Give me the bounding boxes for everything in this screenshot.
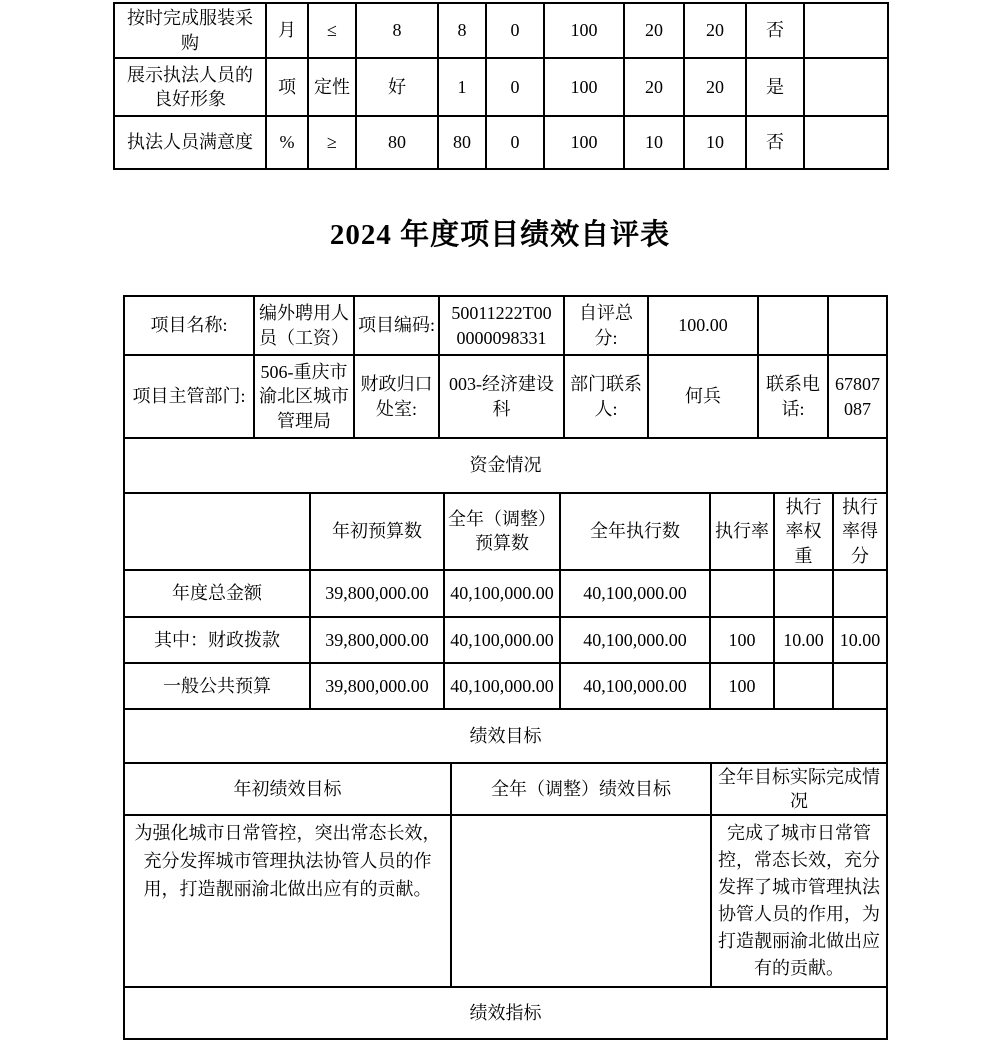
phone-value: 67807087: [828, 355, 887, 438]
goals-section-band: [123, 708, 888, 764]
rate-cell: 100: [544, 58, 624, 116]
indicator-table-fragment: [113, 2, 889, 170]
rate-weight-value: [774, 663, 833, 709]
executed-amount-value: 40,100,000.00: [560, 617, 710, 663]
table-row: [124, 296, 887, 355]
rate-score-value: [833, 663, 887, 709]
project-name-label: 项目名称:: [124, 296, 254, 355]
self-score-label: 自评总分:: [564, 296, 648, 355]
initial-goal-text: 为强化城市日常管控，突出常态长效，充分发挥城市管理执法协管人员的作用，打造靓丽渝北做出应有的贡献。: [124, 815, 451, 987]
empty-cell: [804, 116, 888, 169]
execution-rate-value: [710, 570, 774, 617]
indicators-section-title: 绩效指标: [124, 987, 887, 1039]
table-row: [114, 116, 888, 169]
target-value-cell: 好: [356, 58, 438, 116]
self-score-value: 100.00: [648, 296, 758, 355]
table-row: [114, 3, 888, 58]
indicator-name-cell: 执法人员满意度: [114, 116, 266, 169]
project-name-value: 编外聘用人员（工资）: [254, 296, 354, 355]
header-executed-amount: 全年执行数: [560, 493, 710, 570]
header-initial-goal: 年初绩效目标: [124, 763, 451, 816]
rate-score-value: [833, 570, 887, 617]
actual-value-cell: 1: [438, 58, 486, 116]
funding-section-title: 资金情况: [124, 438, 887, 493]
empty-cell: [758, 296, 828, 355]
score-cell: 20: [684, 3, 746, 58]
finance-office-label: 财政归口处室:: [354, 355, 439, 438]
page-title: 2024 年度项目绩效自评表: [329, 219, 671, 251]
weight-cell: 20: [624, 3, 684, 58]
operator-cell: 定性: [308, 58, 356, 116]
executed-amount-value: 40,100,000.00: [560, 570, 710, 617]
rate-cell: 100: [544, 3, 624, 58]
project-code-label: 项目编码:: [354, 296, 439, 355]
goals-table: [123, 762, 888, 989]
header-execution-rate: 执行率: [710, 493, 774, 570]
department-value: 506-重庆市渝北区城市管理局: [254, 355, 354, 438]
contact-person-label: 部门联系人:: [564, 355, 648, 438]
weight-cell: 20: [624, 58, 684, 116]
value-cell: 0: [486, 3, 544, 58]
rate-weight-value: [774, 570, 833, 617]
header-empty-cell: [124, 493, 310, 570]
weight-cell: 10: [624, 116, 684, 169]
finance-office-value: 003-经济建设科: [439, 355, 564, 438]
score-cell: 20: [684, 58, 746, 116]
row-label: 其中：财政拨款: [124, 617, 310, 663]
table-row: [124, 987, 887, 1039]
table-row: [124, 709, 887, 763]
row-label: 年度总金额: [124, 570, 310, 617]
operator-cell: ≥: [308, 116, 356, 169]
header-adjusted-goal: 全年（调整）绩效目标: [451, 763, 711, 816]
empty-cell: [804, 3, 888, 58]
operator-cell: ≤: [308, 3, 356, 58]
rate-score-value: 10.00: [833, 617, 887, 663]
unit-cell: 项: [266, 58, 308, 116]
indicator-name-cell: 展示执法人员的良好形象: [114, 58, 266, 116]
unit-cell: 月: [266, 3, 308, 58]
table-row: [114, 58, 888, 116]
table-row: [124, 570, 887, 617]
value-cell: 0: [486, 116, 544, 169]
indicators-section-band: [123, 986, 888, 1040]
initial-budget-value: 39,800,000.00: [310, 663, 444, 709]
header-rate-score: 执行率得分: [833, 493, 887, 570]
contact-person-value: 何兵: [648, 355, 758, 438]
table-row: [124, 438, 887, 493]
table-row: [124, 355, 887, 438]
project-code-value: 50011222T000000098331: [439, 296, 564, 355]
row-label: 一般公共预算: [124, 663, 310, 709]
rate-cell: 100: [544, 116, 624, 169]
adjusted-budget-value: 40,100,000.00: [444, 663, 560, 709]
self-evaluation-form: [123, 295, 890, 1040]
table-row: [124, 617, 887, 663]
executed-amount-value: 40,100,000.00: [560, 663, 710, 709]
table-header-row: [124, 763, 887, 816]
value-cell: 0: [486, 58, 544, 116]
table-header-row: [124, 493, 887, 570]
goal-completion-text: 完成了城市日常管控，常态长效，充分发挥了城市管理执法协管人员的作用，为打造靓丽渝北做出应有的贡献。: [711, 815, 887, 987]
actual-value-cell: 8: [438, 3, 486, 58]
indicator-name-cell: 按时完成服装采购: [114, 3, 266, 58]
actual-value-cell: 80: [438, 116, 486, 169]
adjusted-budget-value: 40,100,000.00: [444, 617, 560, 663]
header-adjusted-budget: 全年（调整）预算数: [444, 493, 560, 570]
header-goal-completion: 全年目标实际完成情况: [711, 763, 887, 816]
initial-budget-value: 39,800,000.00: [310, 570, 444, 617]
project-info-table: [123, 295, 888, 439]
phone-label: 联系电话:: [758, 355, 828, 438]
unit-cell: %: [266, 116, 308, 169]
execution-rate-value: 100: [710, 617, 774, 663]
initial-budget-value: 39,800,000.00: [310, 617, 444, 663]
table-row: [124, 815, 887, 987]
adjusted-budget-value: 40,100,000.00: [444, 570, 560, 617]
funding-section-band: [123, 437, 888, 494]
table-row: [124, 663, 887, 709]
empty-cell: [828, 296, 887, 355]
execution-rate-value: 100: [710, 663, 774, 709]
funding-table: [123, 492, 888, 710]
department-label: 项目主管部门:: [124, 355, 254, 438]
header-rate-weight: 执行率权重: [774, 493, 833, 570]
deviation-flag-cell: 否: [746, 116, 804, 169]
score-cell: 10: [684, 116, 746, 169]
deviation-flag-cell: 是: [746, 58, 804, 116]
rate-weight-value: 10.00: [774, 617, 833, 663]
adjusted-goal-text: [451, 815, 711, 987]
goals-section-title: 绩效目标: [124, 709, 887, 763]
header-initial-budget: 年初预算数: [310, 493, 444, 570]
target-value-cell: 8: [356, 3, 438, 58]
empty-cell: [804, 58, 888, 116]
deviation-flag-cell: 否: [746, 3, 804, 58]
target-value-cell: 80: [356, 116, 438, 169]
